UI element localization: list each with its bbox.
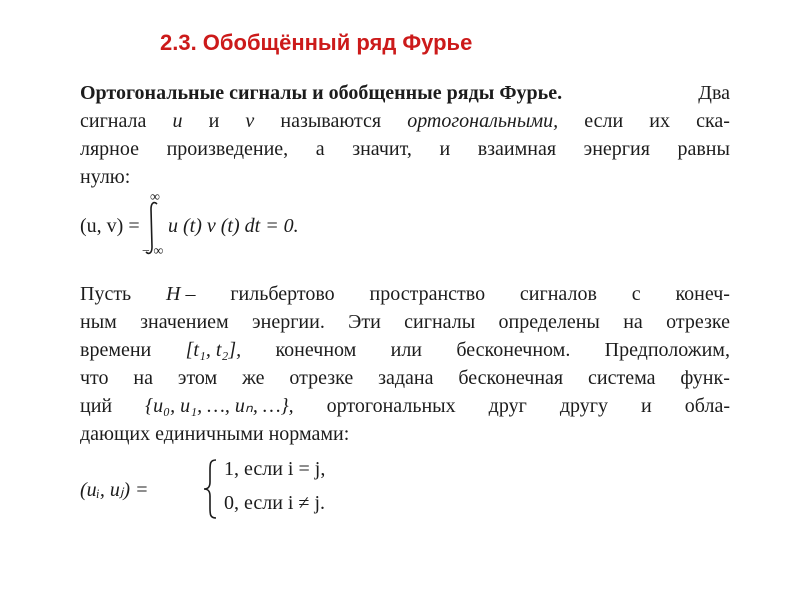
word: система — [588, 367, 656, 389]
word: отрезке — [289, 367, 354, 389]
word: задана — [378, 367, 434, 389]
word: ска- — [696, 110, 730, 132]
word: что — [80, 367, 109, 389]
word: другу — [559, 395, 608, 417]
word: а — [315, 138, 325, 160]
text-line — [80, 364, 730, 392]
word: называются — [280, 110, 382, 132]
word: если — [584, 110, 624, 132]
word: этом — [177, 367, 218, 389]
word: Два — [698, 82, 730, 104]
word: сигналы — [404, 311, 476, 333]
word: функ- — [680, 367, 730, 389]
paragraph-hilbert-space — [80, 280, 730, 448]
word: Эти — [348, 311, 381, 333]
word: сигнала — [80, 110, 147, 132]
word: значением — [140, 311, 229, 333]
formula-orthonormality — [80, 458, 410, 528]
word: их — [649, 110, 670, 132]
text-line — [80, 336, 730, 364]
word: ортогональных — [326, 395, 456, 417]
formula-lhs: (uᵢ, uⱼ) = — [80, 479, 149, 501]
function-set: {u₀, u₁, …, uₙ, …}, — [145, 395, 294, 417]
integral-lower-limit: − ∞ — [142, 244, 164, 259]
formula-inner-product-integral — [80, 190, 480, 266]
integral-upper-limit: ∞ — [150, 190, 160, 205]
word: гильбертово — [230, 283, 335, 305]
word: времени — [80, 339, 152, 361]
word: сигналов — [519, 283, 597, 305]
italic-term: ортогональными, — [407, 110, 559, 132]
formula-integrand: u (t) v (t) dt = 0. — [168, 215, 299, 237]
text-line — [80, 308, 730, 336]
text-line — [80, 79, 730, 107]
word: отрезке — [666, 311, 730, 333]
word: лярное — [80, 138, 140, 160]
curly-brace-icon — [202, 458, 218, 520]
text-line — [80, 163, 730, 191]
word: значит, — [352, 138, 412, 160]
word: определены — [498, 311, 600, 333]
formula-lhs: (u, v) = — [80, 215, 140, 237]
text-line — [80, 107, 730, 135]
word: нормами: — [268, 423, 350, 445]
word: равны — [677, 138, 730, 160]
word: обла- — [684, 395, 730, 417]
word: на — [133, 367, 153, 389]
word: ным — [80, 311, 117, 333]
case-equal: 1, если i = j, — [224, 458, 326, 480]
word: с — [631, 283, 641, 305]
case-not-equal: 0, если i ≠ j. — [224, 492, 326, 514]
word: же — [242, 367, 265, 389]
word: конеч- — [675, 283, 730, 305]
word: нулю: — [80, 166, 131, 188]
word: друг — [488, 395, 527, 417]
word: и — [641, 395, 652, 417]
word: энергия — [583, 138, 650, 160]
text-line — [80, 135, 730, 163]
word: энергии. — [252, 311, 325, 333]
word: единичными — [155, 423, 264, 445]
bold-heading: Ортогональные сигналы и обобщенные ряды Фурье. — [80, 82, 563, 104]
text-line — [80, 392, 730, 420]
word: Предположим, — [604, 339, 730, 361]
word: на — [623, 311, 643, 333]
word: и — [439, 138, 451, 160]
word: дающих — [80, 423, 151, 445]
word: произведение, — [166, 138, 289, 160]
text-line — [80, 280, 730, 308]
word: и — [208, 110, 220, 132]
word: пространство — [369, 283, 486, 305]
variable: v — [245, 110, 255, 132]
word: Пусть — [80, 283, 132, 305]
word: ций — [80, 395, 113, 417]
variable: u — [172, 110, 183, 132]
word: конечном — [275, 339, 357, 361]
word: или — [390, 339, 423, 361]
slide-title: 2.3. Обобщённый ряд Фурье — [160, 30, 473, 55]
interval: [t₁, t₂], — [185, 339, 242, 361]
word: бесконечная — [458, 367, 564, 389]
word: взаимная — [477, 138, 557, 160]
variable: H – — [166, 283, 196, 305]
text-line — [80, 420, 730, 448]
paragraph-orthogonal-signals — [80, 79, 730, 191]
word: бесконечном. — [456, 339, 571, 361]
